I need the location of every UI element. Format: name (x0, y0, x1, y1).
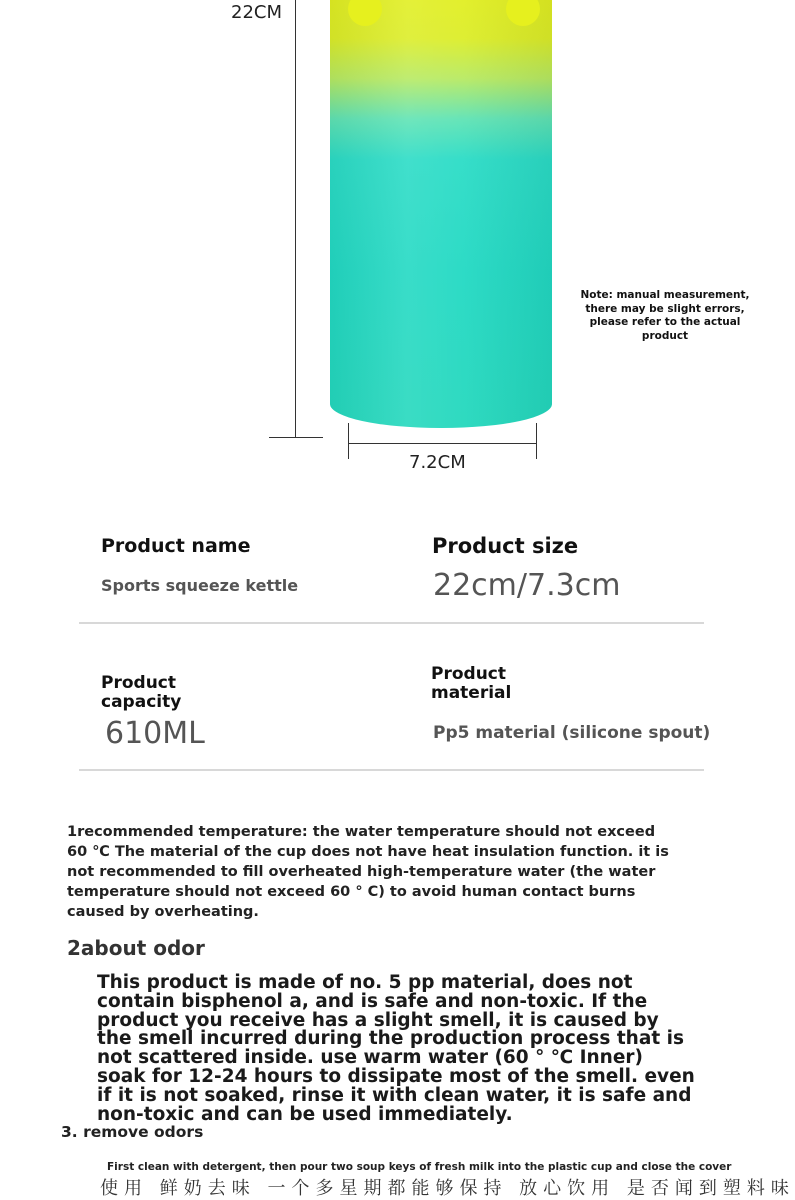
cut-off-text: 使用 鲜奶去味 一个多星期都能够保持 放心饮用 是否闻到塑料味 (100, 1178, 795, 1199)
product-capacity-label-line1: Product (101, 673, 176, 693)
height-dimension-tick (269, 437, 323, 438)
width-dimension-tick-right (536, 423, 537, 459)
spec-divider-1 (79, 622, 704, 624)
remove-odors-paragraph: First clean with detergent, then pour two soup keys of fresh milk into the plastic cup and close the cover (107, 1161, 732, 1173)
product-size-value: 22cm/7.3cm (433, 568, 621, 603)
product-name-value: Sports squeeze kettle (101, 576, 299, 595)
bottle-image (330, 0, 552, 428)
width-dimension-tick-left (348, 423, 349, 459)
product-material-label (431, 665, 511, 703)
width-dimension-line (348, 443, 537, 444)
temperature-note-paragraph: 1recommended temperature: the water temperature should not exceed 60 ℃ The material of the cup does not have heat insulation function. it is not recommended to fill overheated high-temperature water (the water temperature should not exceed 60 ° C) to avoid human contact burns caused by overheating. (67, 824, 669, 920)
width-dimension-label: 7.2CM (409, 452, 466, 473)
product-material-value: Pp5 material (silicone spout) (433, 723, 711, 743)
remove-odors-heading: 3. remove odors (61, 1123, 204, 1141)
height-dimension-line (295, 0, 296, 438)
product-capacity-label (101, 674, 181, 712)
product-material-label-line2: material (431, 683, 512, 703)
product-size-label: Product size (432, 534, 579, 558)
product-capacity-label-line2: capacity (101, 692, 182, 712)
spec-divider-2 (79, 769, 704, 771)
product-name-label: Product name (101, 535, 251, 557)
odor-section-paragraph: This product is made of no. 5 pp material, does not contain bisphenol a, and is safe and non-toxic. If the product you receive has a slight smell, it is caused by the smell incurred during the production process that is not scattered inside. use warm water (60 ° ℃ Inner) soak for 12-24 hours to dissipate most of the smell. even if it is not soaked, rinse it with clean water, it is safe and non-toxic and can be used immediately. (97, 972, 695, 1125)
product-capacity-value: 610ML (105, 716, 205, 751)
cut-off-text-line (100, 1178, 795, 1199)
height-dimension-label: 22CM (231, 2, 283, 23)
measurement-note: Note: manual measurement, there may be slight errors, please refer to the actual product (580, 289, 750, 342)
odor-section-heading: 2about odor (67, 936, 205, 960)
product-material-label-line1: Product (431, 664, 506, 684)
